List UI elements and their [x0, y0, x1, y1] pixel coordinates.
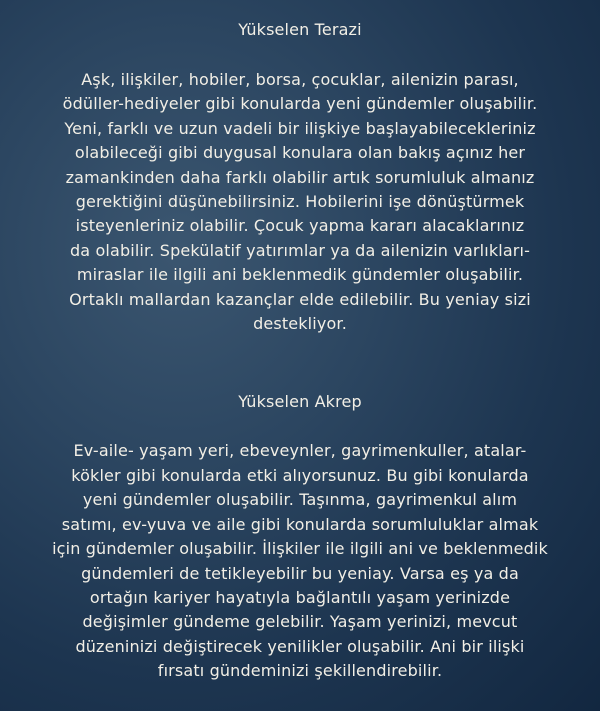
text-line: kökler gibi konularda etki alıyorsunuz. Bu gibi konularda: [71, 465, 529, 485]
text-line: düzeninizi değiştirecek yenilikler oluşabilir. Ani bir ilişki: [75, 636, 525, 656]
section-text-akrep: [24, 439, 576, 683]
text-line: Ev-aile- yaşam yeri, ebeveynler, gayrimenkuller, atalar-: [73, 441, 527, 461]
text-line: yeni gündemler oluşabilir. Taşınma, gayrimenkul alım: [82, 490, 518, 510]
text-line: Aşk, ilişkiler, hobiler, borsa, çocuklar, ailenizin parası,: [81, 70, 519, 89]
text-line: zamankinden daha farklı olabilir artık sorumluluk almanız: [65, 167, 535, 187]
text-line: isteyenleriniz olabilir. Çocuk yapma kararı alacaklarınız: [75, 216, 525, 236]
text-line: için gündemler oluşabilir. İlişkiler ile ilgili ani ve beklenmedik: [52, 539, 548, 559]
text-line: ortağın kariyer hayatıyla bağlantılı yaşam yerinizde: [89, 587, 511, 607]
text-line: gündemleri de tetikleyebilir bu yeniay. Varsa eş ya da: [81, 563, 519, 583]
section-title-terazi: Yükselen Terazi: [238, 20, 362, 39]
text-line: değişimler gündeme gelebilir. Yaşam yerinizi, mevcut: [82, 612, 518, 632]
text-line: Yeni, farklı ve uzun vadeli bir ilişkiye başlayabilecekleriniz: [64, 118, 536, 138]
text-line: Ortaklı mallardan kazançlar elde edilebilir. Bu yeniay sizi: [69, 289, 531, 309]
text-line: destekliyor.: [253, 314, 347, 334]
text-line: fırsatı gündeminizi şekillendirebilir.: [157, 661, 443, 681]
text-line: miraslar ile ilgili ani beklenmedik gündemler oluşabilir.: [76, 265, 524, 285]
text-line: gerektiğini düşünebilirsiniz. Hobilerini işe dönüştürmek: [75, 192, 525, 212]
text-line: da olabilir. Spekülatif yatırımlar ya da ailenizin varlıkları-: [69, 240, 531, 260]
section-title-akrep: Yükselen Akrep: [238, 392, 362, 412]
section-text-terazi: [24, 68, 576, 336]
text-line: ödüller-hediyeler gibi konularda yeni gündemler oluşabilir.: [62, 94, 538, 114]
text-line: satımı, ev-yuva ve aile gibi konularda sorumluluklar almak: [61, 514, 539, 534]
text-line: olabileceği gibi duygusal konulara olan bakış açınız her: [74, 143, 526, 163]
